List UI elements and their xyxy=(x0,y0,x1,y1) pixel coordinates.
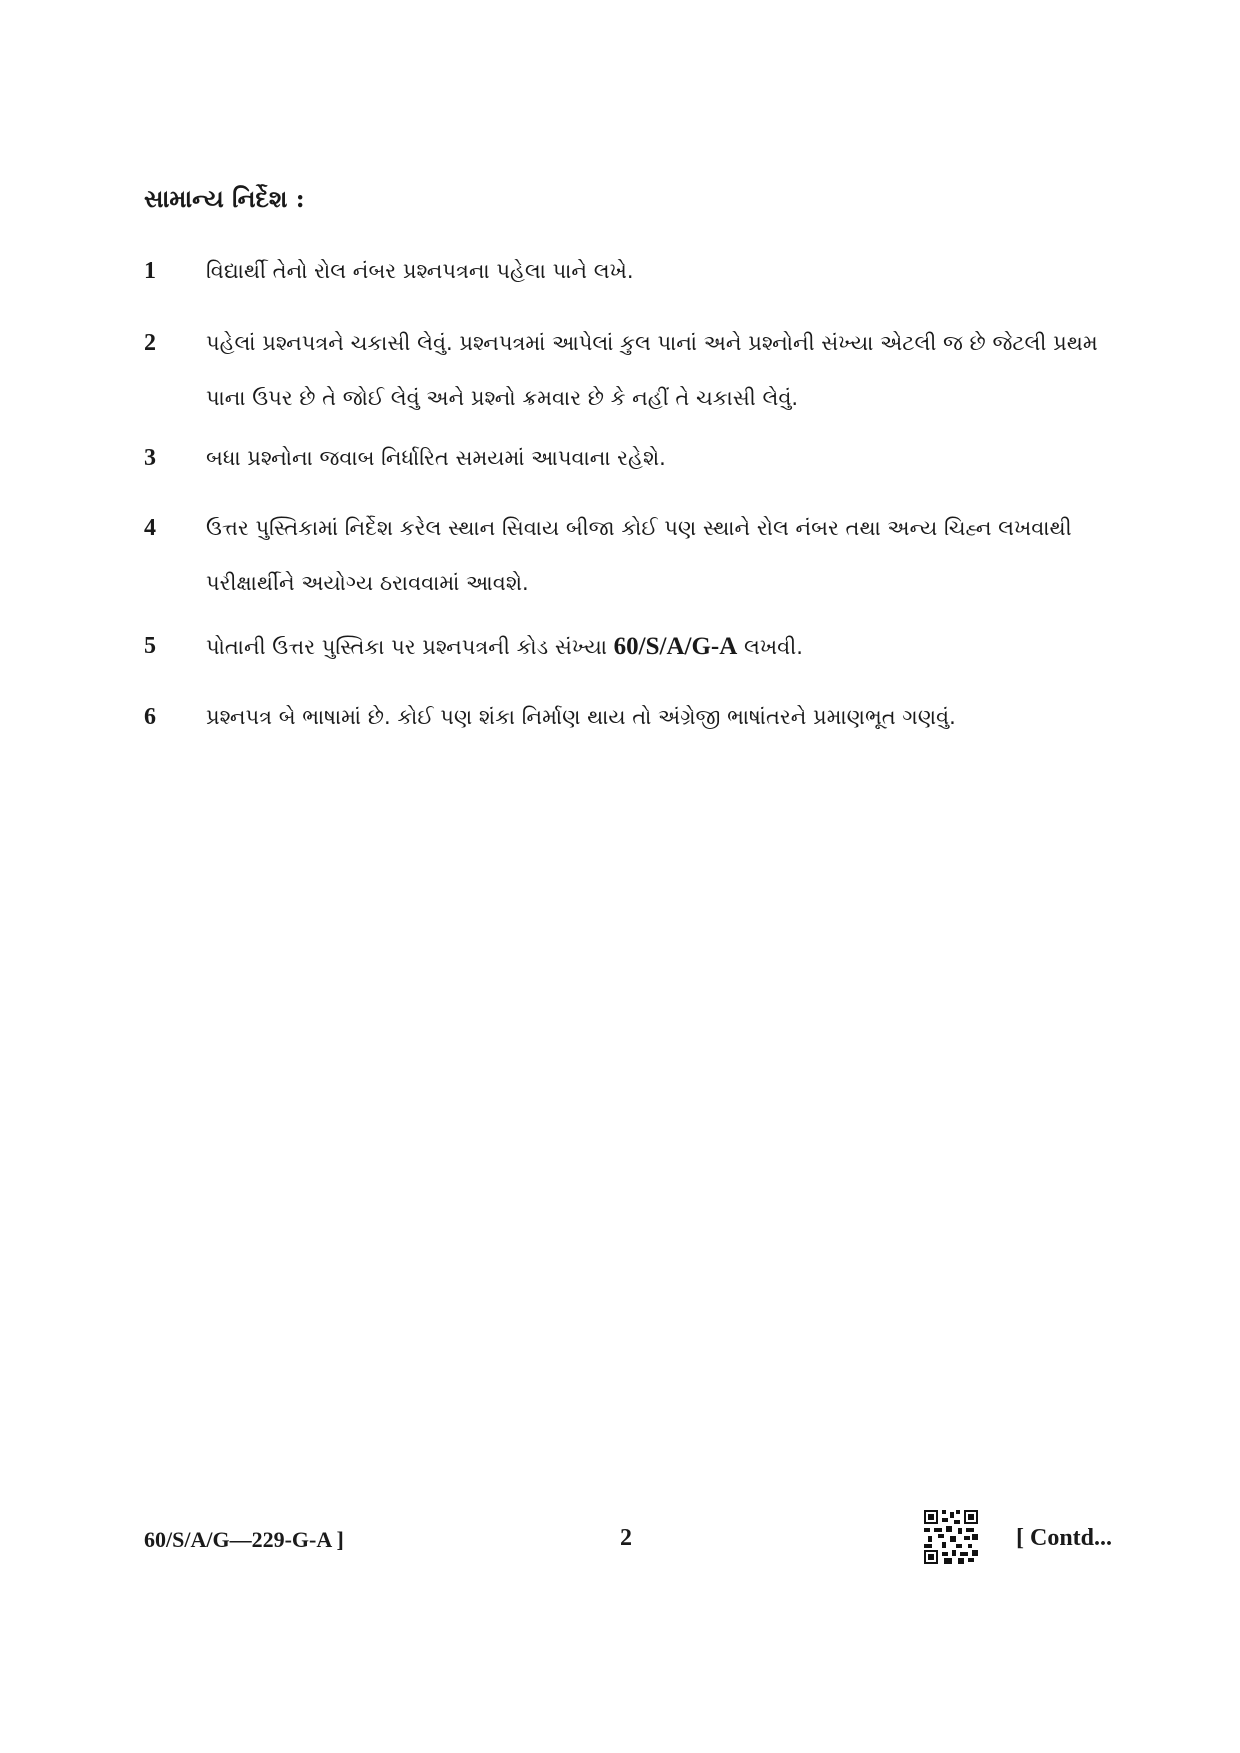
paper-code: 60/S/A/G-A xyxy=(613,633,738,660)
instruction-number: 2 xyxy=(144,330,156,356)
footer-paper-code: 60/S/A/G—229-G-A ] xyxy=(144,1527,344,1552)
instruction-item xyxy=(144,254,1124,299)
qr-code-icon xyxy=(924,1510,978,1564)
instruction-text-part: લખવી. xyxy=(743,635,803,659)
instruction-item xyxy=(144,326,1124,426)
instruction-item xyxy=(144,511,1124,611)
instruction-number: 1 xyxy=(144,258,156,284)
continued-marker: [ Contd... xyxy=(1016,1525,1113,1551)
instruction-text: પહેલાં પ્રશ્નપત્રને ચકાસી લેવું. પ્રશ્નપત્રમાં આપેલાં કુલ પાનાં અને પ્રશ્નોની સંખ્યા એટલી જ છે જેટલી પ્રથમ પાના ઉપર છે તે જોઈ લેવું અને પ્રશ્નો ક્રમવાર છે કે નહીં તે ચકાસી લેવું. xyxy=(206,331,1098,410)
instruction-text: બધા પ્રશ્નોના જવાબ નિર્ધારિત સમયમાં આપવાના રહેશે. xyxy=(206,446,666,470)
instruction-text: વિદ્યાર્થી તેનો રોલ નંબર પ્રશ્નપત્રના પહેલા પાને લખે. xyxy=(206,259,634,283)
instruction-text: પ્રશ્નપત્ર બે ભાષામાં છે. કોઈ પણ શંકા નિર્માણ થાય તો અંગ્રેજી ભાષાંતરને પ્રમાણભૂત ગણવું. xyxy=(206,705,956,729)
instruction-number: 6 xyxy=(144,704,156,730)
instruction-text-part: પોતાની ઉત્તર પુસ્તિકા પર પ્રશ્નપત્રની કોડ સંખ્યા xyxy=(206,635,607,659)
instruction-number: 5 xyxy=(144,633,156,659)
instruction-number: 3 xyxy=(144,445,156,471)
page-number: 2 xyxy=(620,1525,632,1551)
instruction-item xyxy=(144,441,1124,486)
instruction-text xyxy=(206,619,803,675)
page-heading: સામાન્ય નિર્દેશ : xyxy=(144,184,305,213)
instruction-number: 4 xyxy=(144,515,156,541)
instruction-item xyxy=(144,629,1124,675)
instruction-text: ઉત્તર પુસ્તિકામાં નિર્દેશ કરેલ સ્થાન સિવાય બીજા કોઈ પણ સ્થાને રોલ નંબર તથા અન્ય ચિહ્ન લખવાથી પરીક્ષાર્થીને અયોગ્ય ઠરાવવામાં આવશે. xyxy=(206,516,1072,595)
instruction-item xyxy=(144,700,1124,745)
